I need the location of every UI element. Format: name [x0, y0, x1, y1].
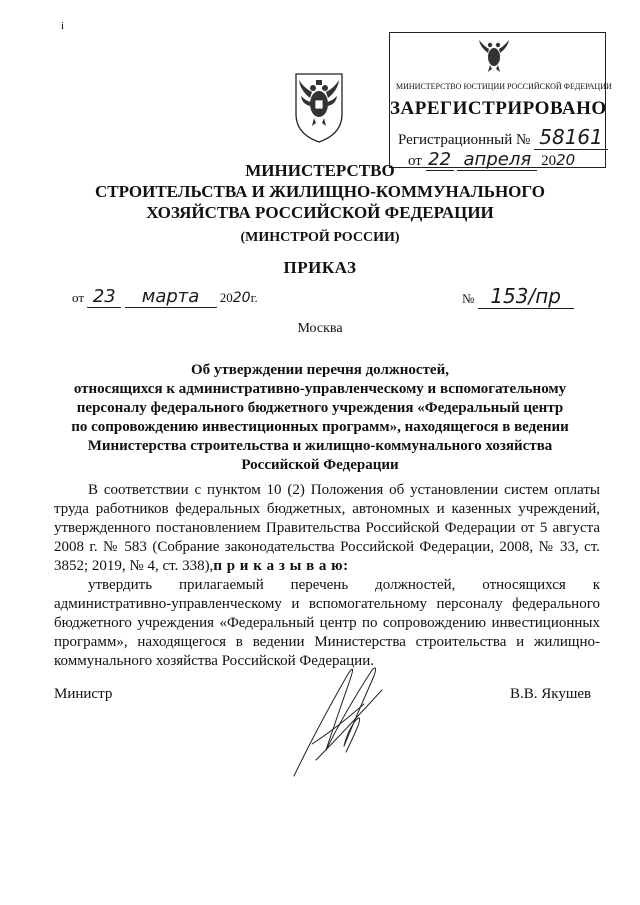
- order-number: [462, 284, 574, 309]
- paragraph-1: [54, 481, 600, 576]
- stamp-date-month: апреля: [457, 149, 537, 171]
- ministry-line-2: СТРОИТЕЛЬСТВА И ЖИЛИЩНО-КОММУНАЛЬНОГО: [94, 182, 546, 201]
- paragraph-1-text: В соответствии с пунктом 10 (2) Положения об установлении систем оплаты труда работников федеральных бюджетных, автономных и казенных учреждений, утвержденного постановлением Правительства Российской Федерации от 5 августа 2008 г. № 583 (Собрание законодательства Российской Федерации, 2008, № 33, ст. 3852; 2019, № 4, ст. 338),: [54, 482, 600, 574]
- order-date-suffix: г.: [250, 290, 258, 305]
- stamp-reg-label: Регистрационный №: [398, 132, 531, 148]
- registration-stamp: [389, 32, 612, 170]
- order-date-day: 23: [87, 286, 121, 308]
- stamp-title: ЗАРЕГИСТРИРОВАНО: [390, 98, 607, 119]
- ministry-short-name: (МИНСТРОЙ РОССИИ): [240, 230, 400, 245]
- signatory-position: Министр: [54, 686, 113, 702]
- title-line-5: Министерства строительства и жилищно-коммунального хозяйства: [87, 438, 553, 454]
- order-date-year: 20: [232, 290, 251, 306]
- stamp-date-year: 20: [556, 151, 576, 169]
- stamp-reg-number: 58161: [534, 125, 608, 150]
- order-verb: п р и к а з ы в а ю:: [213, 558, 349, 574]
- city: Москва: [297, 321, 343, 336]
- stamp-date-year-prefix: 20: [541, 153, 557, 169]
- title-line-1: Об утверждении перечня должностей,: [191, 362, 449, 378]
- title-line-6: Российской Федерации: [241, 457, 399, 473]
- order-title: [0, 361, 640, 475]
- order-date-year-prefix: 20: [219, 290, 233, 305]
- order-number-value: 153/пр: [478, 284, 574, 309]
- ministry-line-3: ХОЗЯЙСТВА РОССИЙСКОЙ ФЕДЕРАЦИИ: [146, 203, 494, 222]
- ministry-line-1: МИНИСТЕРСТВО: [245, 161, 395, 180]
- document-type: ПРИКАЗ: [283, 258, 357, 277]
- handwritten-signature-icon: [286, 660, 396, 780]
- stamp-reg-line: [398, 125, 608, 150]
- title-line-4: по сопровождению инвестиционных программ», находящегося в ведении: [71, 419, 569, 435]
- stamp-ministry: МИНИСТЕРСТВО ЮСТИЦИИ РОССИЙСКОЙ ФЕДЕРАЦИИ: [396, 82, 612, 91]
- corner-mark: i: [61, 20, 65, 32]
- title-line-2: относящихся к административно-управленческому и вспомогательному: [73, 381, 567, 397]
- coat-of-arms-icon: [290, 68, 348, 144]
- stamp-date-prefix: от: [408, 153, 422, 169]
- order-number-prefix: №: [462, 291, 475, 306]
- order-date: [72, 286, 258, 308]
- order-date-prefix: от: [72, 290, 85, 305]
- signatory-name: В.В. Якушев: [510, 686, 592, 702]
- stamp-date-day: 22: [426, 149, 454, 171]
- order-date-month: марта: [125, 286, 217, 308]
- paragraph-2: утвердить прилагаемый перечень должностей, относящихся к административно-управленческому и вспомогательному персоналу федерального бюджетного учреждения «Федеральный центр по сопровождению инвестиционных программ», находящегося в ведении Министерства строительства и жилищно-коммунального хозяйства Российской Федерации.: [54, 577, 600, 669]
- stamp-emblem-icon: [476, 39, 512, 73]
- title-line-3: персоналу федерального бюджетного учреждения «Федеральный центр: [76, 400, 564, 416]
- ministry-name: [0, 160, 640, 223]
